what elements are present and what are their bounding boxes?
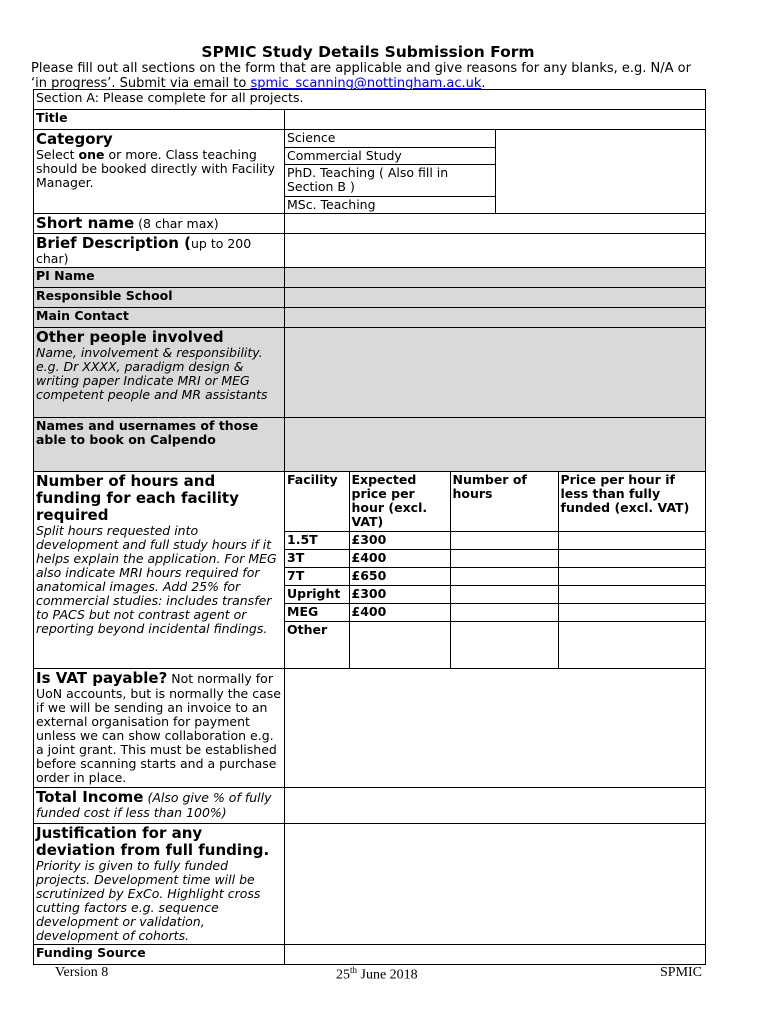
names-usernames-label: Names and usernames of those able to book on Calpendo [34, 418, 285, 472]
facility-pricing-cell [285, 472, 706, 669]
category-option-science[interactable]: Science [285, 130, 495, 147]
facility-hours-field[interactable] [450, 621, 558, 668]
other-people-field[interactable] [285, 328, 706, 418]
brief-description-label: Brief Description [36, 234, 179, 252]
facility-name: 3T [285, 549, 349, 567]
brief-description-cell: Brief Description (up to 200 char) [34, 234, 285, 268]
footer-version: Version 8 [55, 965, 109, 980]
vat-field[interactable] [285, 669, 706, 788]
expected-price-header: Expected price per hour (excl. VAT) [349, 472, 450, 531]
total-income-field[interactable] [285, 788, 706, 824]
intro-text [31, 61, 711, 91]
responsible-school-label: Responsible School [34, 288, 285, 308]
submission-email-link[interactable]: spmic_scanning@nottingham.ac.uk [250, 76, 482, 91]
main-contact-label: Main Contact [34, 308, 285, 328]
other-people-description: Name, involvement & responsibility. e.g. Dr XXXX, paradigm design & writing paper Indicate MRI or MEG competent people and MR assistants [36, 345, 268, 402]
main-contact-field[interactable] [285, 308, 706, 328]
title-label: Title [34, 110, 285, 130]
category-description: Select one or more. Class teaching should be booked directly with Facility Manager. [36, 147, 275, 190]
facility-price: £650 [349, 567, 450, 585]
facility-header: Facility [285, 472, 349, 531]
facility-reduced-price-field[interactable] [558, 585, 705, 603]
category-options-cell [285, 130, 706, 214]
short-name-field[interactable] [285, 214, 706, 234]
short-name-label: Short name [36, 214, 135, 232]
facility-price: £400 [349, 549, 450, 567]
facility-price: £400 [349, 603, 450, 621]
other-people-cell [34, 328, 285, 418]
total-income-cell [34, 788, 285, 824]
facility-hours-field[interactable] [450, 531, 558, 549]
facility-price-field[interactable] [349, 621, 450, 668]
facility-hours-field[interactable] [450, 549, 558, 567]
form-title: SPMIC Study Details Submission Form [201, 43, 535, 61]
vat-description: Not normally for UoN accounts, but is normally the case if we will be sending an invoice to an external organisation for payment unless we can show collaboration e.g. a joint grant. This must be established before scanning starts and a purchase order in place. [36, 671, 281, 785]
funding-source-field[interactable] [285, 945, 706, 965]
justification-label: Justification for any deviation from full funding. [36, 824, 270, 859]
reduced-price-header: Price per hour if less than fully funded (excl. VAT) [558, 472, 705, 531]
submission-form-table [33, 89, 706, 965]
responsible-school-field[interactable] [285, 288, 706, 308]
category-label: Category [36, 130, 113, 148]
facility-reduced-price-field[interactable] [558, 567, 705, 585]
hours-funding-label: Number of hours and funding for each facility required [36, 472, 239, 524]
facility-hours-field[interactable] [450, 603, 558, 621]
hours-funding-description: Split hours requested into development and full study hours if it helps explain the application. For MEG also indicate MRI hours required for anatomical images. Add 25% for commercial studies: includes transfer to PACS but not contrast agent or reporting beyond incidental findings. [36, 523, 277, 636]
justification-cell [34, 824, 285, 945]
other-people-label: Other people involved [36, 328, 224, 346]
category-selection-area[interactable] [495, 130, 705, 213]
footer-date: 25th June 2018 [336, 965, 418, 983]
vat-cell [34, 669, 285, 788]
facility-price: £300 [349, 531, 450, 549]
facility-name: Other [285, 621, 349, 668]
facility-hours-field[interactable] [450, 567, 558, 585]
category-option-msc-teaching[interactable]: MSc. Teaching [285, 196, 495, 213]
short-name-note: (8 char max) [134, 216, 219, 231]
facility-pricing-table [285, 472, 705, 668]
facility-price: £300 [349, 585, 450, 603]
pi-name-field[interactable] [285, 268, 706, 288]
facility-reduced-price-field[interactable] [558, 603, 705, 621]
intro-end: . [481, 76, 486, 91]
total-income-note: (Also give % of fully funded cost if less than 100%) [36, 790, 272, 820]
hours-funding-cell [34, 472, 285, 669]
vat-label: Is VAT payable? [36, 669, 168, 687]
facility-name: Upright [285, 585, 349, 603]
footer-org: SPMIC [660, 965, 703, 980]
names-usernames-field[interactable] [285, 418, 706, 472]
number-hours-header: Number of hours [450, 472, 558, 531]
category-option-phd-teaching[interactable]: PhD. Teaching ( Also fill in Section B ) [285, 164, 495, 196]
facility-reduced-price-field[interactable] [558, 621, 705, 668]
brief-description-field[interactable] [285, 234, 706, 268]
facility-name: 7T [285, 567, 349, 585]
facility-reduced-price-field[interactable] [558, 531, 705, 549]
title-field[interactable] [285, 110, 706, 130]
funding-source-label: Funding Source [34, 945, 285, 965]
pi-name-label: PI Name [34, 268, 285, 288]
justification-description: Priority is given to fully funded projects. Development time will be scrutinized by ExCo. Highlight cross cutting factors e.g. sequence development or validation, development of cohorts. [36, 858, 261, 943]
facility-reduced-price-field[interactable] [558, 549, 705, 567]
category-cell [34, 130, 285, 214]
intro-body: Please fill out all sections on the form that are applicable and give reasons for any blanks, e.g. N/A or ‘in progress’. Submit via email to [31, 61, 691, 91]
justification-field[interactable] [285, 824, 706, 945]
short-name-cell [34, 214, 285, 234]
category-option-commercial[interactable]: Commercial Study [285, 147, 495, 164]
section-a-heading: Section A: Please complete for all projects. [34, 90, 706, 110]
brief-description-note: up to 200 char) [36, 236, 252, 266]
total-income-label: Total Income [36, 788, 144, 806]
facility-name: 1.5T [285, 531, 349, 549]
facility-hours-field[interactable] [450, 585, 558, 603]
facility-name: MEG [285, 603, 349, 621]
